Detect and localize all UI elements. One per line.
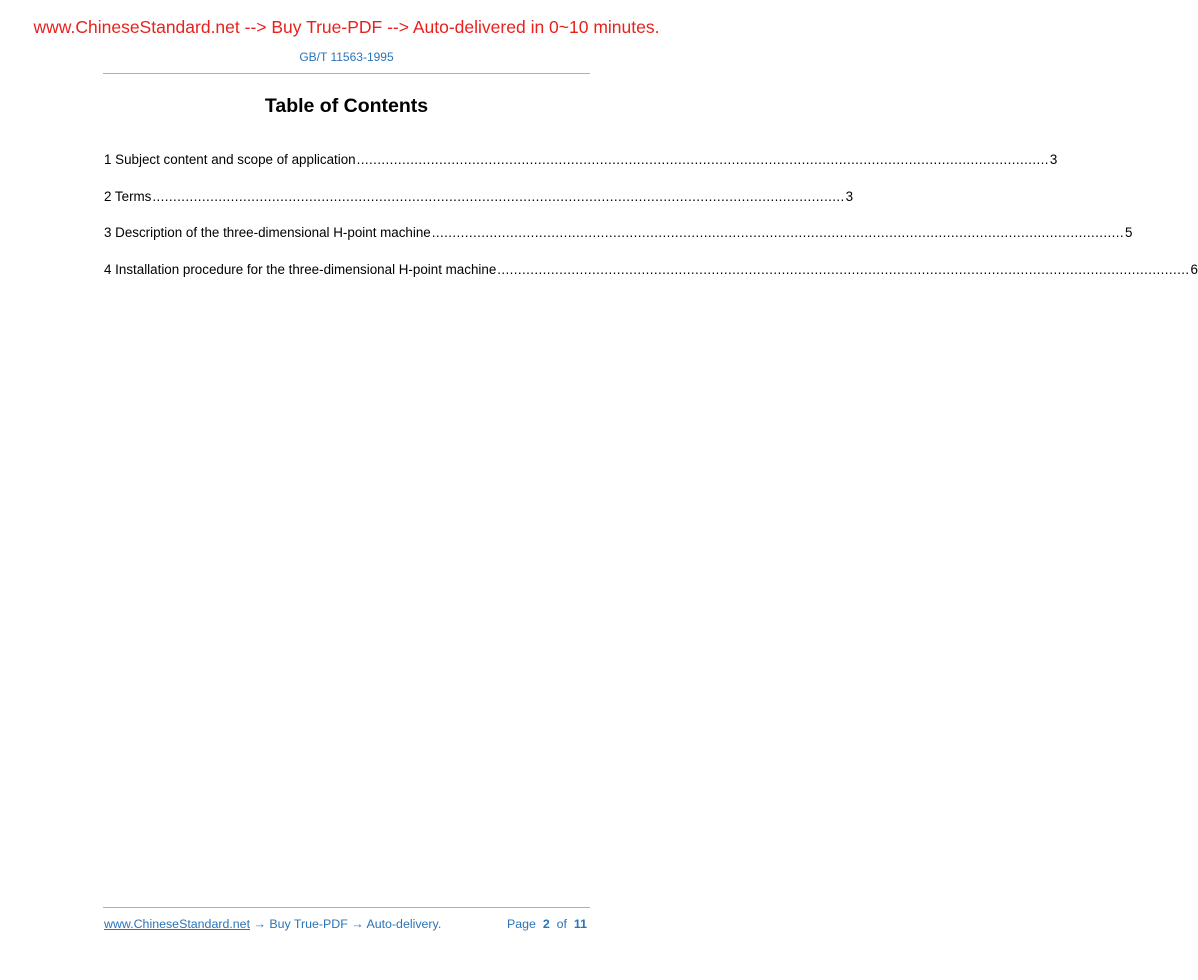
toc-entry-text: 3 Description of the three-dimensional H-point machine [104, 225, 431, 240]
toc-entry-text: 1 Subject content and scope of application [104, 152, 356, 167]
toc-leader-dots: ........................................................................................................................................................................ [356, 152, 1049, 167]
toc-leader-dots: ........................................................................................................................................................................ [152, 188, 845, 204]
standard-code: GB/T 11563-1995 [299, 50, 394, 64]
toc-entry[interactable] [104, 260, 1198, 297]
page-counter [507, 917, 587, 931]
promo-banner: www.ChineseStandard.net --> Buy True-PDF --> Auto-delivered in 0~10 minutes. [33, 17, 660, 37]
footer-divider [103, 907, 590, 908]
page-label: Page [507, 917, 536, 931]
toc-title: Table of Contents [264, 95, 429, 117]
arrow-icon: → [351, 917, 364, 931]
toc-entry[interactable] [104, 150, 1058, 187]
toc-leader-dots: ........................................................................................................................................................................ [431, 225, 1124, 240]
current-page-number: 2 [542, 917, 550, 931]
toc-entry-page: 6 [1190, 261, 1198, 277]
footer-buy-text: Buy True-PDF [269, 917, 348, 931]
of-label: of [556, 917, 567, 931]
toc-entry[interactable] [104, 223, 1133, 260]
toc-leader-dots: ........................................................................................................................................................................ [497, 261, 1190, 277]
toc-entry-text: 4 Installation procedure for the three-dimensional H-point machine [104, 261, 497, 277]
header-divider [103, 73, 590, 74]
arrow-icon: → [253, 917, 266, 931]
footer-promo [104, 917, 441, 931]
footer-delivery-text: Auto-delivery. [366, 917, 442, 931]
toc-entry[interactable] [104, 187, 854, 224]
total-pages-number: 11 [573, 917, 587, 931]
toc-entry-text: 2 Terms [104, 188, 152, 204]
footer-site-link[interactable]: www.ChineseStandard.net [104, 917, 251, 931]
toc-entry-page: 3 [845, 188, 854, 204]
toc-list [104, 150, 1198, 296]
toc-entry-page: 5 [1124, 225, 1133, 240]
toc-entry-page: 3 [1049, 152, 1058, 167]
